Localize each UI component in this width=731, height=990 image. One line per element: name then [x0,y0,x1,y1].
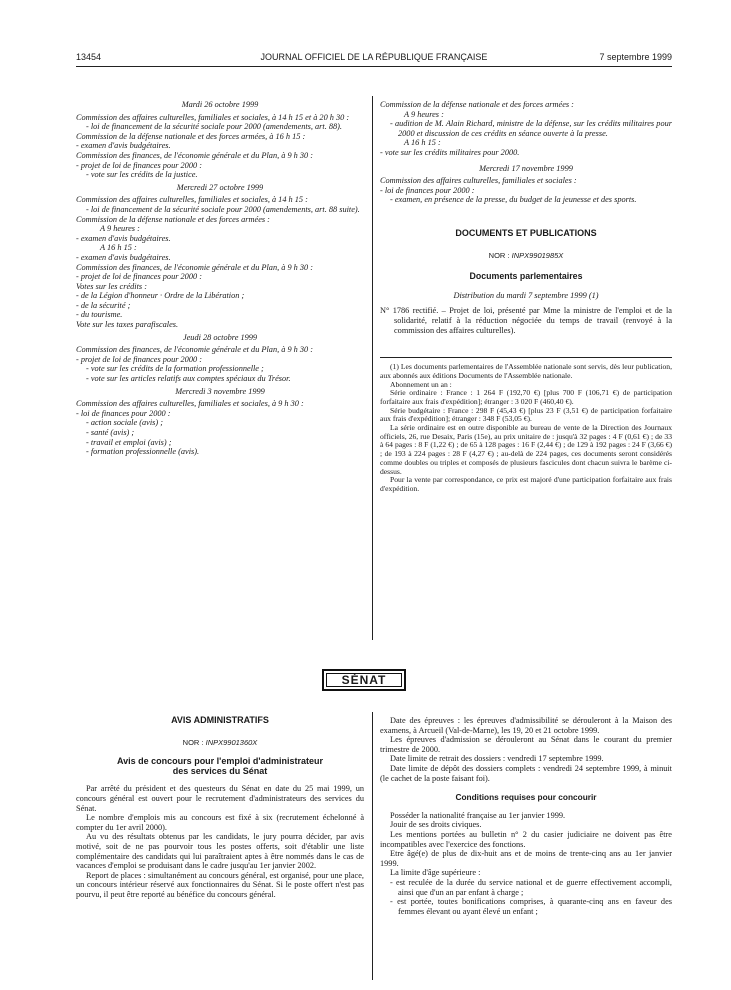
agenda-item: Vote sur les taxes parafiscales. [76,320,179,330]
commission-entry: Commission des affaires culturelles, familiales et sociales, à 14 h 15 et à 20 h 30 : [76,112,350,122]
distribution-line: Distribution du mardi 7 septembre 1999 (1) [453,290,599,300]
column-divider-top [372,96,373,640]
left-column-top [76,100,364,457]
senat-heading: SÉNAT [322,669,406,691]
commission-entry: Commission des affaires culturelles, familiales et sociales, à 14 h 15 : [76,195,308,205]
section-title: AVIS ADMINISTRATIFS [171,715,269,725]
nor-value: INPX9901360X [205,737,258,747]
agenda-item: - vote sur les crédits militaires pour 2000. [380,147,520,157]
header-rule [76,66,672,67]
right-column-bottom [380,716,672,916]
agenda-item: - projet de loi de finances pour 2000 : [76,354,202,364]
column-divider-bottom [372,712,373,980]
footnote: Série budgétaire : France : 298 F (45,43 €) [plus 23 F (3,51 €) de participation forfaitaire aux frais d'expédition]; étranger : 348 F (53,05 €). [380,405,672,424]
agenda-item: - vote sur les articles relatifs aux comptes spéciaux du Trésor. [86,374,291,384]
paragraph: Posséder la nationalité française au 1er janvier 1999. [390,810,566,820]
document-number: N° 1786 rectifié. [380,306,439,316]
commission-entry: Commission de la défense nationale et des forces armées : [76,214,270,224]
agenda-item: - travail et emploi (avis) ; [86,437,172,447]
commission-entry: Commission des affaires culturelles, familiales et sociales, à 9 h 30 : [76,399,304,409]
agenda-item: - formation professionnelle (avis). [86,447,200,457]
date-heading: Mardi 26 octobre 1999 [181,100,259,109]
commission-entry: Commission de la défense nationale et des forces armées : [380,100,574,109]
section-title: DOCUMENTS ET PUBLICATIONS [455,227,597,238]
paragraph: La limite d'âge supérieure : [390,868,481,878]
agenda-item: - action sociale (avis) ; [86,418,163,428]
commission-entry: Commission des finances, de l'économie générale et du Plan, à 9 h 30 : [76,262,314,272]
paragraph: Date limite de dépôt des dossiers complets : vendredi 24 septembre 1999, à minuit (le cachet de la poste faisant foi). [380,763,672,783]
footnote: Pour la vente par correspondance, ce prix est majoré d'une participation forfaitaire aux frais d'expédition. [380,475,672,493]
footnote: Série ordinaire : France : 1 264 F (192,70 €) [plus 700 F (106,71 €) de participation forfaitaire aux frais d'expédition]; étranger : 3 020 F (460,40 €). [380,388,672,406]
page-number: 13454 [76,52,102,62]
commission-entry: Commission des finances, de l'économie générale et du Plan, à 9 h 30 : [76,150,314,160]
agenda-item: - examen, en présence de la presse, du budget de la jeunesse et des sports. [390,195,637,205]
paragraph: Au vu des résultats obtenus par les candidats, le jury pourra décider, par avis motivé, soit de ne pas pourvoir tous les postes offerts, soit d'établir une liste complémentaire des candidats qui lui paraîtraient aptes à être nommés dans le cas de vacances d'emploi se produisant dans le cadre jusqu'au 1er janvier 2002. [76,832,364,871]
commission-entry: Commission des affaires culturelles, familiales et sociales : [380,176,577,186]
footnote: Abonnement un an : [390,379,452,389]
nor-reference [380,251,672,261]
footnote-block [380,357,672,494]
paragraph: Date des épreuves : les épreuves d'admissibilité se dérouleront à la Maison des examens, à Arcueil (Val-de-Marne), les 19, 20 et 21 octobre 1999. [380,716,672,735]
date-heading: Mercredi 3 novembre 1999 [175,386,265,396]
time-label: A 9 heures : [404,109,444,119]
document-text: – Projet de loi, présenté par Mme la ministre de l'emploi et de la solidarité, relatif à la réduction négociée du temps de travail (renvoyé à la commission des affaires culturelles). [394,306,672,335]
nor-label: NOR : [182,737,204,747]
agenda-item: - audition de M. Alain Richard, ministre de la défense, sur les crédits militaires pour 2000 et discussion de ces crédits en séance ouverte à la presse. [390,119,672,138]
notice-title: Avis de concours pour l'emploi d'administrateur des services du Sénat [117,756,323,776]
paragraph: Le nombre d'emplois mis au concours est fixé à six (recrutement échelonné à compter du 1er avril 2000). [76,813,364,832]
agenda-item: - du tourisme. [76,310,123,320]
list-item: - est reculée de la durée du service national et de guerre effectivement accompli, ainsi que d'un an par enfant à charge ; [390,877,672,897]
agenda-item: - examen d'avis budgétaires. [76,141,171,151]
date-heading: Jeudi 28 octobre 1999 [182,332,258,342]
left-column-bottom [76,716,364,900]
footnote: La série ordinaire est en outre disponible au bureau de vente de la Direction des Journaux officiels, 26, rue Desaix, Paris (15e), au prix unitaire de : jusqu'à 32 pages : 4 F (0,61 €) ; de 33 à 64 pages : 8 F (1,22 €) ; de 65 à 128 pages : 16 F (2,44 €) ; de 129 à 192 pages : 24 F (3,66 €) ; de 193 à 224 pages : 28 F (4,27 €) ; au-delà de 224 pages, ces documents seront considérés comme doubles ou triples et composés de plusieurs fascicules dont chacun suivra le barème ci-dessus. [380,423,672,476]
agenda-item: - vote sur les crédits de la formation professionnelle ; [86,364,264,374]
paragraph: Etre âgé(e) de plus de dix-huit ans et de moins de trente-cinq ans au 1er janvier 1999. [380,849,672,868]
nor-reference [76,738,364,748]
agenda-item: - loi de financement de la sécurité sociale pour 2000 (amendements, art. 88 suite). [86,204,360,214]
time-label: A 16 h 15 : [100,243,137,253]
nor-value: INPX9901985X [511,250,564,260]
agenda-item: - loi de financement de la sécurité sociale pour 2000 (amendements, art. 88). [86,122,342,132]
footnote: (1) Les documents parlementaires de l'Assemblée nationale sont servis, dès leur publication, aux abonnés aux éditions Documents de l'Assemblée nationale. [380,362,672,380]
issue-date: 7 septembre 1999 [599,52,672,62]
nor-label: NOR : [488,250,510,260]
paragraph: Les épreuves d'admission se dérouleront au Sénat dans le courant du premier trimestre de 2000. [380,735,672,754]
right-column-top [380,100,672,494]
paragraph: Report de places : simultanément au concours général, est organisé, pour une place, un concours intérieur réservé aux fonctionnaires du Sénat. Si le poste offert n'est pas pourvu, il peut être reporté au bénéfice du concours général. [76,870,364,899]
commission-entry: Commission de la défense nationale et des forces armées, à 16 h 15 : [76,131,306,141]
list-item: - est portée, toutes bonifications comprises, à quarante-cinq ans en faveur des femmes élevant ou ayant élevé un enfant ; [390,897,672,916]
subsection-title: Documents parlementaires [469,271,583,282]
agenda-item: - santé (avis) ; [86,428,135,437]
page-header [76,52,672,66]
conditions-title: Conditions requises pour concourir [455,792,597,803]
agenda-item: - projet de loi de finances pour 2000 : [76,160,202,170]
agenda-item: Votes sur les crédits : [76,281,147,291]
time-label: A 9 heures : [100,224,140,234]
agenda-item: - loi de finances pour 2000 : [76,408,171,418]
commission-entry: Commission des finances, de l'économie générale et du Plan, à 9 h 30 : [76,345,314,355]
agenda-item: - loi de finances pour 2000 : [380,185,475,195]
date-heading: Mercredi 27 octobre 1999 [176,182,264,192]
agenda-item: - projet de loi de finances pour 2000 : [76,272,202,282]
agenda-item: - vote sur les crédits de la justice. [86,170,198,180]
paragraph: Jouir de ses droits civiques. [390,820,482,830]
date-heading: Mercredi 17 novembre 1999 [479,163,573,173]
document-item [380,306,672,335]
agenda-item: - de la sécurité ; [76,300,131,310]
journal-title: JOURNAL OFFICIEL DE LA RÉPUBLIQUE FRANÇAISE [260,52,488,62]
time-label: A 16 h 15 : [404,138,441,148]
paragraph: Les mentions portées au bulletin n° 2 du casier judiciaire ne doivent pas être incompatibles avec l'exercice des fonctions. [380,829,672,849]
paragraph: Par arrêté du président et des questeurs du Sénat en date du 25 mai 1999, un concours général est ouvert pour le recrutement d'administrateurs des services du Sénat. [76,784,364,813]
paragraph: Date limite de retrait des dossiers : vendredi 17 septembre 1999. [390,754,604,764]
agenda-item: - examen d'avis budgétaires. [76,252,171,262]
agenda-item: - examen d'avis budgétaires. [76,233,171,243]
agenda-item: - de la Légion d'honneur · Ordre de la Libération ; [76,291,245,301]
